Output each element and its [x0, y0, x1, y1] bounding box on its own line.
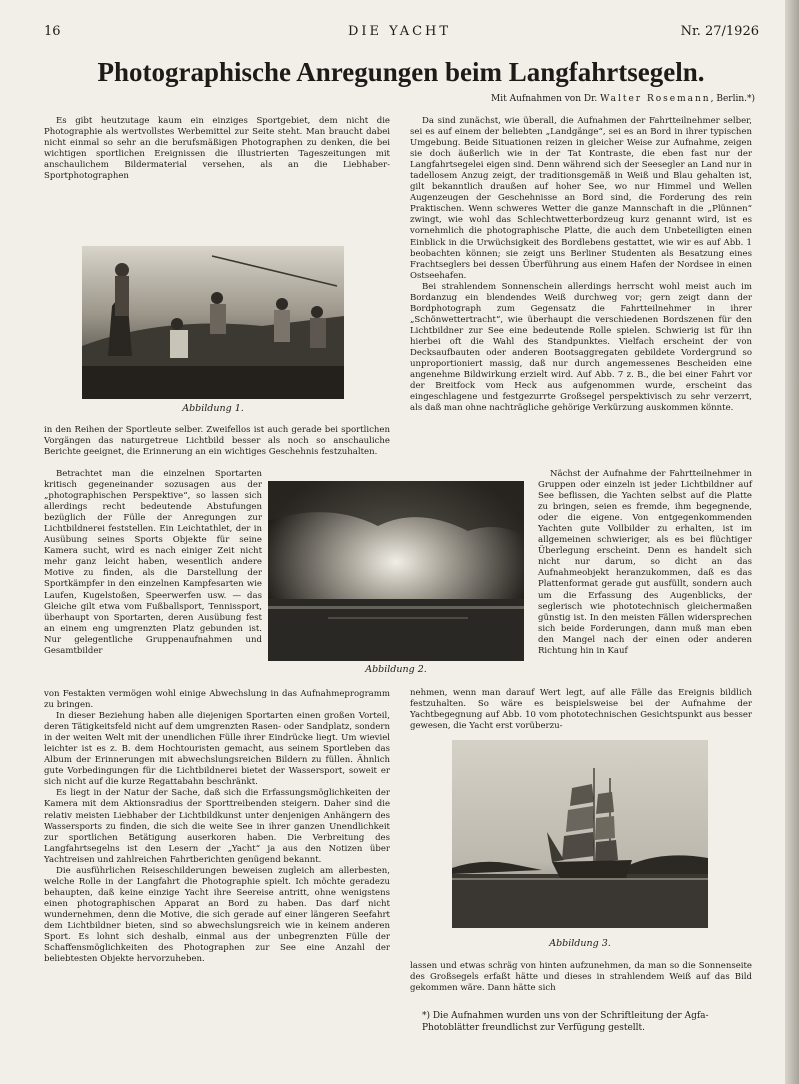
- right-column-narrow: [538, 469, 752, 657]
- paragraph: in den Reihen der Sportleute selber. Zweifellos ist auch gerade bei sportlichen Vorgängen das naturgetreue Lichtbild besser als noch so anschauliche Berichte geeignet, die Erinnerung an ein wichtiges Geschehnis festzuhalten.: [44, 425, 390, 458]
- byline: [491, 94, 755, 104]
- figure-1-photo: [82, 246, 344, 399]
- paragraph: lassen und etwas schräg von hinten aufzunehmen, da man so die Sonnenseite des Großsegels erfaßt hätte und dieses in strahlendem Weiß auf das Bild gekommen wäre. Dann hätte sich: [410, 961, 752, 994]
- issue-number: Nr. 27/1926: [680, 24, 759, 39]
- paragraph: Die ausführlichen Reiseschilderungen beweisen zugleich am allerbesten, welche Rolle in der Langfahrt die Photographie spielt. Ich möchte geradezu behaupten, daß keine einzige Yacht ihre Seereise antritt, ohne wenigstens einen photographischen Apparat an Bord zu haben. Das darf nicht wundernehmen, denn die Motive, die sich gerade auf einer längeren Seefahrt dem Lichtbildner bieten, sind so abwechslungsreich wie in keinem anderen Sport. Es lohnt sich deshalb, einmal aus der unbegrenzten Fülle der Schaffensmöglichkeiten des Photographen zur See eine Anzahl der beliebtesten Objekte hervorzuheben.: [44, 865, 390, 965]
- right-column-top: [410, 116, 752, 414]
- paragraph: von Festakten vermögen wohl einige Abwechslung in das Aufnahmeprogramm zu bringen.: [44, 689, 390, 711]
- sea-sunset-clouds-image: [268, 481, 524, 661]
- right-column-mid: [410, 688, 752, 732]
- byline-prefix: Mit Aufnahmen von Dr.: [491, 94, 598, 104]
- paragraph: Es gibt heutzutage kaum ein einziges Sportgebiet, dem nicht die Photographie als wertvollstes Werbemittel zur Seite steht. Man braucht dabei nicht einmal so sehr an die berufsmäßigen Photographen zu denken, die bei wichtigen sportlichen Ereignissen die illustrierten Tageszeitungen mit anschaulichem Bildermaterial versehen, als an die Liebhaber-Sportphotographen: [44, 116, 390, 182]
- paragraph: Da sind zunächst, wie überall, die Aufnahmen der Fahrtteilnehmer selber, sei es auf einem der beliebten „Landgänge“, sei es an Bord in ihrer typischen Umgebung. Beide Situationen reizen in gleicher Weise zur Aufnahme, zeigen sie doch äußerlich wie in der Tat Kontraste, die eben fast nur der Langfahrtsegelei eigen sind. Denn während sich der Seesegler an Land nur in tadellosem Anzug zeigt, der traditionsgemäß in Weiß und Blau gehalten ist, gilt bekanntlich draußen auf hoher See, wo nur Himmel und Wellen Augenzeugen der Geschehnisse an Bord sind, die Forderung des rein Praktischen. Wenn schweres Wetter die ganze Mannschaft in die „Plünnen“ zwingt, wie wohl das Schlechtwetterbordzeug kurz genannt wird, ist es vornehmlich die photographische Platte, die auch dem Unbeteiligten einen Einblick in die Urwüchsigkeit des Bordlebens gestattet, wie wir es auf Abb. 1 beobachten können; sie zeigt uns Berliner Studenten als Besatzung eines Frachtseglers bei dessen Überführung aus einem Hafen der Nordsee in einen Ostseehafen.: [410, 116, 752, 281]
- article-title: Photographische Anregungen beim Langfahrtsegeln.: [97, 57, 705, 87]
- page-number: 16: [44, 24, 61, 39]
- figure-2-caption: Abbildung 2.: [365, 664, 427, 675]
- paragraph: Es liegt in der Natur der Sache, daß sich die Erfassungsmöglichkeiten der Kamera mit dem Aktionsradius der Sporttreibenden steigern. Daher sind die relativ meisten Liebhaber der Lichtbildkunst unter denjenigen Anhängern des Wassersports zu finden, die sich die weite See in ihrer ganzen Unendlichkeit zur sportlichen Betätigung auserkoren haben. Die Verbreitung des Langfahrtsegelns ist den Lesern der „Yacht“ ja aus den Notizen über Yachtreisen und zahlreichen Fahrtberichten genügend bekannt.: [44, 788, 390, 865]
- figure-2-photo: [268, 481, 524, 661]
- page-edge-shadow: [785, 0, 799, 1084]
- right-column-bottom: [410, 961, 752, 994]
- paragraph: In dieser Beziehung haben alle diejenigen Sportarten einen großen Vorteil, deren Tätigkeitsfeld nicht auf dem umgrenzten Rasen- oder Sandplatz, sondern in der weiten Welt mit der unendlichen Fülle ihrer Eindrücke liegt. Um wieviel leichter ist es z. B. dem Hochtouristen gemacht, aus seinem Sportleben das Album der Erinnerungen mit abwechslungsreichen Bildern zu füllen. Ähnlich gute Vorbedingungen für die Lichtbildnerei bietet der Wassersport, soweit er sich nicht auf die kurze Regattabahn beschränkt.: [44, 711, 390, 788]
- left-column-bottom: [44, 689, 390, 965]
- figure-1-caption: Abbildung 1.: [182, 403, 244, 414]
- byline-author: Walter Rosemann: [600, 94, 711, 104]
- footnote: *) Die Aufnahmen wurden uns von der Schriftleitung der Agfa-Photoblätter freundlichst zur Verfügung gestellt.: [422, 1011, 709, 1033]
- magazine-title: DIE YACHT: [347, 24, 452, 39]
- paragraph: Nächst der Aufnahme der Fahrtteilnehmer in Gruppen oder einzeln ist jeder Lichtbildner auf See beflissen, die Yachten selbst auf die Platte zu bringen, seien es fremde, ihm begegnende, oder die eigene. Von entgegenkommenden Yachten gute Vollbilder zu erhalten, ist im allgemeinen schwieriger, als es bei flüchtiger Überlegung erscheint. Denn es handelt sich nicht nur darum, so dicht an das Aufnahmeobjekt heranzukommen, daß es das Plattenformat gerade gut ausfüllt, sondern auch um die Erfassung des Augenblicks, der seglerisch wie phototechnisch gleichermaßen günstig ist. In den meisten Fällen widersprechen sich beide Forderungen, dann muß man eben den Mangel nach der einen oder anderen Richtung hin in Kauf: [538, 469, 752, 656]
- figure-3-photo: [452, 740, 708, 928]
- paragraph: nehmen, wenn man darauf Wert legt, auf alle Fälle das Ereignis bildlich festzuhalten. So wäre es beispielsweise bei der Aufnahme der Yachtbegegnung auf Abb. 10 vom phototechnischen Gesichtspunkt aus besser gewesen, die Yacht erst vorüberzu-: [410, 688, 752, 732]
- left-column-intro: [44, 116, 390, 182]
- left-column-mid: [44, 425, 390, 458]
- sailing-ship-image: [452, 740, 708, 928]
- crew-on-deck-image: [82, 246, 344, 399]
- paragraph: Betrachtet man die einzelnen Sportarten kritisch gegeneinander sozusagen aus der „photographischen Perspektive“, so lassen sich allerdings recht bedeutende Abstufungen bezüglich der Fülle der Anregungen zur Lichtbildnerei feststellen. Ein Leichtathlet, der in Ausübung seines Sports Objekte für seine Kamera sucht, wird es nach einiger Zeit nicht mehr ganz leicht haben, wesentlich andere Motive zu finden, als die Darstellung der Sportkämpfer in den einzelnen Kampfesarten wie Laufen, Kugelstoßen, Speerwerfen usw. — das Gleiche gilt etwa vom Fußballsport, Tennissport, überhaupt von Sportarten, deren Ausübung fest an einem eng umgrenzten Platz gebunden ist. Nur gelegentliche Gruppenaufnahmen und Gesamtbilder: [44, 469, 262, 656]
- byline-suffix: , Berlin.*): [710, 94, 755, 104]
- figure-3-caption: Abbildung 3.: [549, 938, 611, 949]
- left-column-narrow: [44, 469, 262, 657]
- paragraph: Bei strahlendem Sonnenschein allerdings herrscht wohl meist auch im Bordanzug ein blendendes Weiß durchweg vor; gern zeigt dann der Bordphotograph zum Gegensatz die Fahrtteilnehmer in ihrer „Schönwettertracht“, wie überhaupt die verschiedenen Bordszenen für den Lichtbildner zur See eine bedeutende Rolle spielen. Schwierig ist für ihn hierbei oft die Wahl des Standpunktes. Vielfach erscheint der von Decksaufbauten oder anderen Bootsaggregaten gebildete Vordergrund so unproportioniert massig, daß nur durch angemessenes Bescheiden eine angenehme Bildwirkung erzielt wird. Auf Abb. 7 z. B., die bei einer Fahrt vor der Breitfock vom Heck aus aufgenommen wurde, erscheint das eingeschlagene und festgezurrte Großsegel perspektivisch zu sehr verzerrt, als daß man ohne nachträgliche gehörige Verkürzung auskommen könnte.: [410, 281, 752, 414]
